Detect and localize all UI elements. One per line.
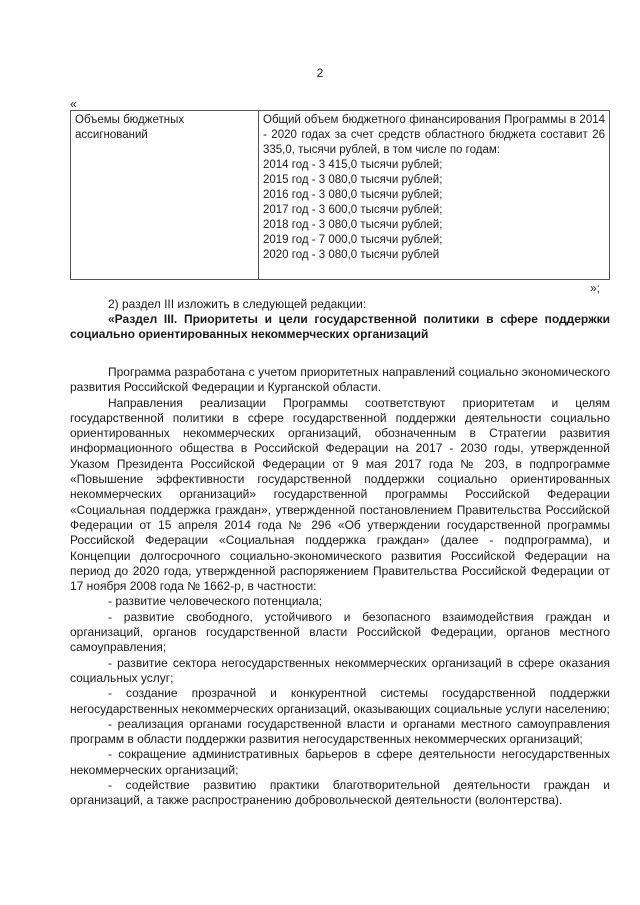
budget-summary: Общий объем бюджетного финансирования Программы в 2014 - 2020 годах за счет средств областного бюджета составит 26 335,0, тысячи рублей, в том числе по годам:	[263, 114, 605, 156]
paragraph: Направления реализации Программы соответствуют приоритетам и целям государственной политики в сфере государственной поддержки деятельности социально ориентированных некоммерческих организаций, обозначенным в Стратегии развития информационного общества в Российской Федерации на 2017 - 2030 годы, утвержденной Указом Президента Российской Федерации от 9 мая 2017 года № 203, в подпрограмме «Повышение эффективности государственной поддержки социально ориентированных некоммерческих организаций» государственной программы Российской Федерации «Социальная поддержка граждан», утвержденной постановлением Правительства Российской Федерации от 15 апреля 2014 года № 296 «Об утверждении государственной программы Российской Федерации «Социальная поддержка граждан» (далее - подпрограмма), и Концепции долгосрочного социально-экономического развития Российской Федерации на период до 2020 года, утвержденной распоряжением Правительства Российской Федерации от 17 ноября 2008 года № 1662-р, в частности:	[70, 395, 610, 594]
budget-table-label: Объемы бюджетных ассигнований	[71, 111, 259, 279]
opening-quote: «	[70, 97, 77, 111]
budget-year-line: 2017 год - 3 600,0 тысячи рублей;	[263, 204, 443, 216]
list-item: - развитие сектора негосударственных некоммерческих организаций в сфере оказания социальных услуг;	[70, 655, 610, 685]
paragraph: Программа разработана с учетом приоритетных направлений социально экономического развития Российской Федерации и Курганской области.	[70, 365, 610, 395]
list-item: - сокращение административных барьеров в сфере деятельности негосударственных некоммерческих организаций;	[70, 747, 610, 777]
budget-year-line: 2014 год - 3 415,0 тысячи рублей;	[263, 159, 443, 171]
list-item: - создание прозрачной и конкурентной системы государственной поддержки негосударственных некоммерческих организаций, оказывающих социальные услуги населению;	[70, 686, 610, 716]
closing-quote: »;	[590, 281, 601, 295]
budget-year-line: 2020 год - 3 080,0 тысячи рублей	[263, 249, 440, 261]
budget-table-content	[259, 111, 609, 279]
budget-year-line: 2016 год - 3 080,0 тысячи рублей;	[263, 189, 443, 201]
body-text	[70, 365, 610, 809]
list-item: - содействие развитию практики благотворительной деятельности граждан и организаций, а также распространению добровольческой деятельности (волонтерства).	[70, 778, 610, 808]
budget-year-line: 2018 год - 3 080,0 тысячи рублей;	[263, 219, 443, 231]
list-item: - развитие свободного, устойчивого и безопасного взаимодействия граждан и организаций, органов государственной власти Российской Федерации, органов местного самоуправления;	[70, 609, 610, 655]
section-heading: «Раздел III. Приоритеты и цели государственной политики в сфере поддержки социально ориентированных некоммерческих организаций	[70, 312, 610, 341]
budget-table	[70, 110, 610, 280]
list-item: - развитие человеческого потенциала;	[108, 594, 323, 609]
list-item: - реализация органами государственной власти и органами местного самоуправления программ в области поддержки развития негосударственных некоммерческих организаций;	[70, 716, 610, 747]
amendment-line: 2) раздел III изложить в следующей редакции:	[108, 297, 367, 311]
page-number: 2	[316, 66, 324, 80]
budget-year-line: 2015 год - 3 080,0 тысячи рублей;	[263, 174, 443, 186]
budget-year-line: 2019 год - 7 000,0 тысячи рублей;	[263, 234, 443, 246]
